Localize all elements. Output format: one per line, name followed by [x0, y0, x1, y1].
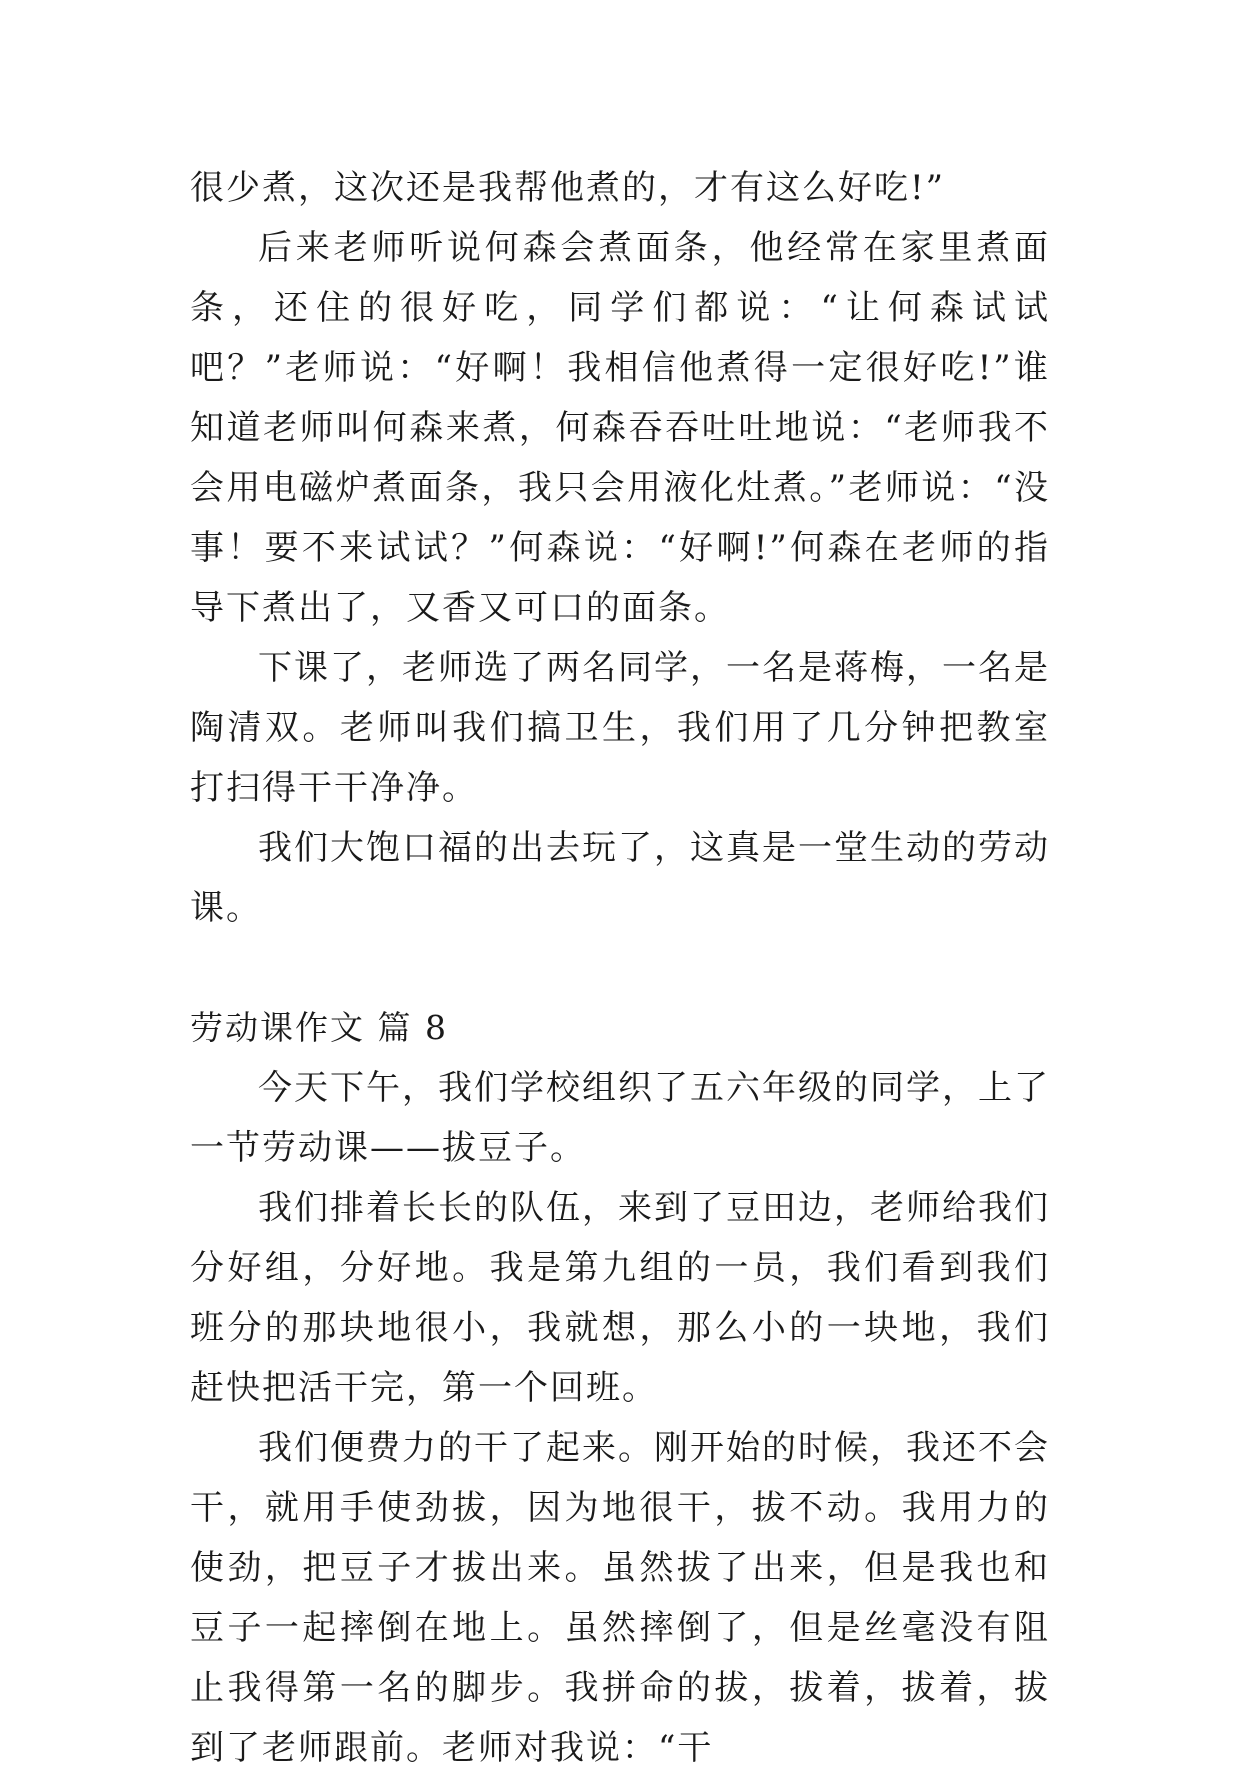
paragraph-continuation: 很少煮，这次还是我帮他煮的，才有这么好吃!” — [190, 168, 946, 208]
paragraph: 我们大饱口福的出去玩了，这真是一堂生动的劳动课。 — [190, 828, 1050, 928]
paragraph: 今天下午，我们学校组织了五六年级的同学，上了一节劳动课——拔豆子。 — [190, 1068, 1050, 1168]
paragraph: 后来老师听说何森会煮面条，他经常在家里煮面条，还住的很好吃，同学们都说：“让何森试试吧？”老师说：“好啊！我相信他煮得一定很好吃!”谁知道老师叫何森来煮，何森吞吞吐吐地说：“老师我不会用电磁炉煮面条，我只会用液化灶煮。”老师说：“没事！要不来试试？”何森说：“好啊!”何森在老师的指导下煮出了，又香又可口的面条。 — [190, 228, 1050, 628]
paragraph: 下课了，老师选了两名同学，一名是蒋梅，一名是陶清双。老师叫我们搞卫生，我们用了几分钟把教室打扫得干干净净。 — [190, 648, 1050, 808]
section-spacer — [190, 938, 1050, 998]
paragraph: 我们排着长长的队伍，来到了豆田边，老师给我们分好组，分好地。我是第九组的一员，我们看到我们班分的那块地很小，我就想，那么小的一块地，我们赶快把活干完，第一个回班。 — [190, 1188, 1050, 1408]
section-heading: 劳动课作文 篇 8 — [190, 1008, 448, 1047]
paragraph: 我们便费力的干了起来。刚开始的时候，我还不会干，就用手使劲拔，因为地很干，拔不动。我用力的使劲，把豆子才拔出来。虽然拔了出来，但是我也和豆子一起摔倒在地上。虽然摔倒了，但是丝毫没有阻止我得第一名的脚步。我拼命的拔，拔着，拔着，拔到了老师跟前。老师对我说：“干 — [190, 1428, 1050, 1768]
document-body — [190, 158, 1050, 1778]
